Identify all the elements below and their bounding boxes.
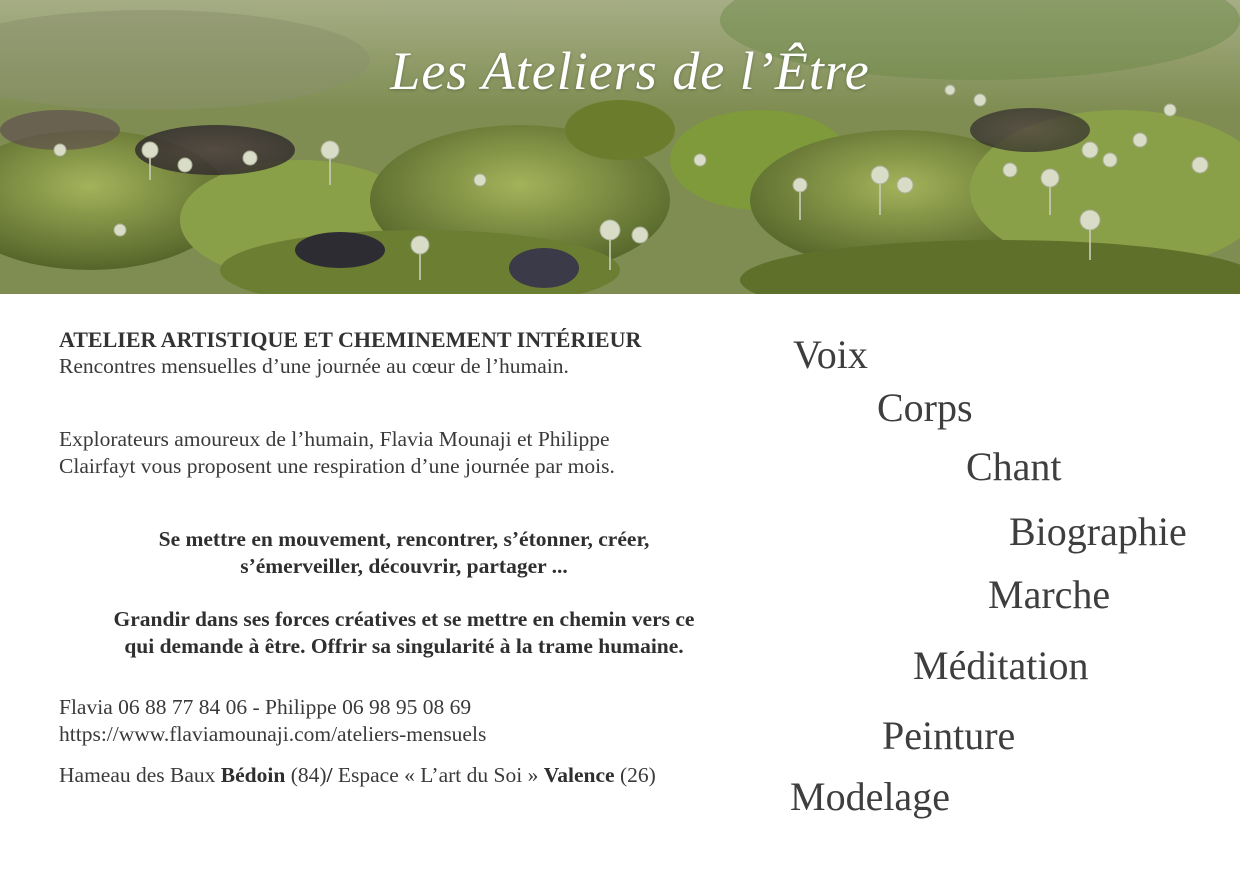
- motto-line: Grandir dans ses forces créatives et se mettre en chemin vers ce: [113, 607, 695, 631]
- description-line: Explorateurs amoureux de l’humain, Flavia Mounaji et Philippe: [59, 427, 610, 451]
- activity-marche: Marche: [988, 572, 1111, 617]
- website-link[interactable]: https://www.flaviamounaji.com/ateliers-mensuels: [59, 722, 487, 746]
- address: [59, 762, 759, 789]
- motto-line: s’émerveiller, découvrir, partager ...: [240, 554, 568, 578]
- page-title: Les Ateliers de l’Être: [390, 41, 870, 101]
- description-line: Clairfayt vous proposent une respiration d’une journée par mois.: [59, 454, 615, 478]
- motto-line: qui demande à être. Offrir sa singularité à la trame humaine.: [124, 634, 684, 658]
- city-valence: Valence: [543, 763, 615, 787]
- activity-modelage: Modelage: [790, 774, 950, 819]
- address-part: (84): [285, 763, 327, 787]
- activity-chant: Chant: [966, 444, 1062, 489]
- activity-biographie: Biographie: [1009, 509, 1187, 554]
- city-bedoin: Bédoin: [220, 763, 286, 787]
- address-part: (26): [614, 763, 656, 787]
- activity-corps: Corps: [877, 385, 973, 430]
- phone-numbers: Flavia 06 88 77 84 06 - Philippe 06 98 95 08 69: [59, 695, 472, 719]
- activity-meditation: Méditation: [913, 643, 1089, 688]
- address-part: Espace « L’art du Soi »: [332, 763, 544, 787]
- header-photo: [0, 0, 1240, 294]
- section-heading: ATELIER ARTISTIQUE ET CHEMINEMENT INTÉRIEUR: [59, 327, 642, 352]
- main-text: [59, 326, 759, 789]
- activity-peinture: Peinture: [882, 713, 1016, 758]
- address-separator: /: [326, 763, 333, 787]
- subheading: Rencontres mensuelles d’une journée au cœur de l’humain.: [59, 354, 569, 378]
- motto-line: Se mettre en mouvement, rencontrer, s’étonner, créer,: [158, 527, 650, 551]
- address-part: Hameau des Baux: [59, 763, 221, 787]
- activity-voix: Voix: [793, 332, 868, 377]
